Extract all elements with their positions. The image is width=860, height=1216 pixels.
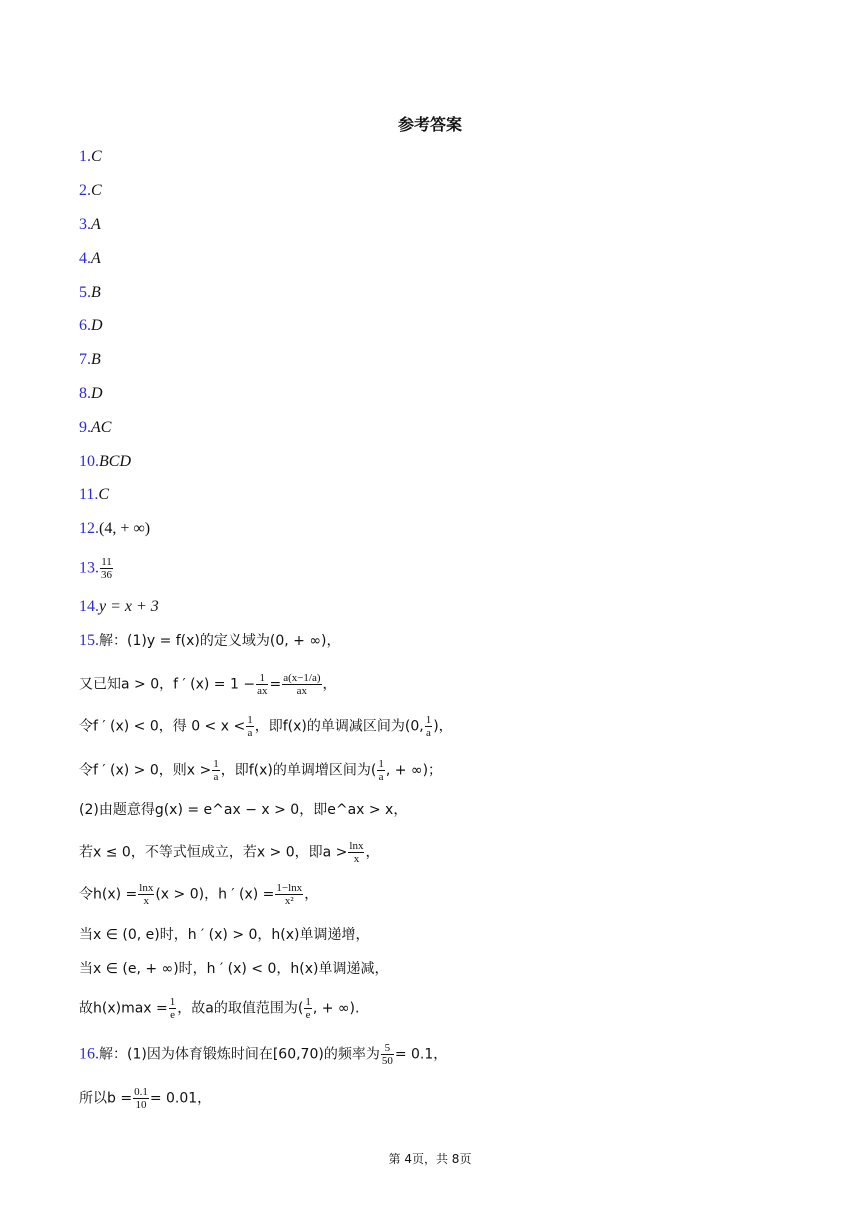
fraction bbox=[377, 758, 385, 783]
fraction bbox=[348, 840, 364, 865]
answer-number: 2. bbox=[79, 182, 91, 199]
answer-item bbox=[79, 180, 102, 201]
q15-line-3 bbox=[79, 714, 453, 739]
answer-number: 3. bbox=[79, 216, 91, 233]
answer-text: C bbox=[91, 148, 102, 165]
answer-text: AC bbox=[91, 419, 112, 436]
line-text: 所以b = bbox=[79, 1090, 133, 1107]
q15-line-2 bbox=[79, 672, 337, 697]
fraction-denominator: a bbox=[378, 771, 384, 783]
answer-item bbox=[79, 315, 103, 336]
line-text: ， bbox=[322, 676, 337, 693]
page-title: 参考答案 bbox=[397, 117, 462, 134]
fraction bbox=[425, 714, 433, 739]
line-text: 又已知a > 0，f ′ (x) = 1 − bbox=[79, 676, 256, 693]
answer-item bbox=[79, 248, 101, 269]
answer-number: 9. bbox=[79, 419, 91, 436]
q15-line-6 bbox=[79, 840, 379, 865]
answer-text: y = x + 3 bbox=[99, 598, 159, 615]
answer-item bbox=[79, 518, 150, 539]
answer-text: D bbox=[91, 317, 103, 334]
line-text: = 0.1， bbox=[394, 1046, 448, 1063]
answer-text: B bbox=[91, 284, 101, 301]
q15-line-9 bbox=[79, 958, 388, 979]
fraction-denominator: a bbox=[213, 771, 219, 783]
answer-number: 8. bbox=[79, 385, 91, 402]
fraction-denominator: a bbox=[247, 727, 253, 739]
fraction-denominator: 10 bbox=[135, 1099, 147, 1111]
line-text: ， bbox=[304, 886, 319, 903]
q16-line-2 bbox=[79, 1086, 211, 1111]
line-text: 令h(x) = bbox=[79, 886, 138, 903]
fraction-denominator: x bbox=[353, 853, 360, 865]
answer-item bbox=[79, 146, 102, 167]
answer-number: 15. bbox=[79, 632, 99, 649]
q15-line-8 bbox=[79, 924, 370, 945]
fraction-numerator: 1 bbox=[305, 996, 311, 1008]
line-text: 令f ′ (x) > 0，则x > bbox=[79, 762, 212, 779]
answer-number: 13. bbox=[79, 559, 99, 577]
line-text: ，故a的取值范围为( bbox=[177, 1000, 304, 1017]
fraction-numerator: 1 bbox=[256, 672, 268, 685]
fraction-numerator: 1 bbox=[247, 714, 253, 726]
fraction-denominator: 36 bbox=[101, 569, 112, 581]
answer-item bbox=[79, 451, 131, 472]
line-text: ，即f(x)的单调增区间为( bbox=[220, 762, 377, 779]
fraction bbox=[256, 672, 268, 697]
line-text: 解：(1)y = f(x)的定义域为(0, + ∞)， bbox=[99, 633, 341, 649]
fraction bbox=[282, 672, 321, 697]
q15-line-4 bbox=[79, 758, 442, 783]
q15-line-7 bbox=[79, 882, 318, 907]
fraction-numerator: a(x−1/a) bbox=[283, 672, 321, 684]
fraction-denominator: a bbox=[425, 727, 431, 739]
answer-text: A bbox=[91, 250, 101, 267]
line-text: = 0.01， bbox=[149, 1090, 212, 1107]
line-text: 若x ≤ 0，不等式恒成立，若x > 0，即a > bbox=[79, 844, 348, 861]
answer-text: (4, + ∞) bbox=[99, 520, 151, 537]
fraction bbox=[246, 714, 254, 739]
fraction-numerator: 1 bbox=[169, 996, 176, 1008]
answer-number: 6. bbox=[79, 317, 91, 334]
fraction bbox=[169, 996, 177, 1021]
fraction-denominator: e bbox=[305, 1009, 311, 1021]
answer-item bbox=[79, 349, 101, 370]
answer-text: A bbox=[91, 216, 101, 233]
answer-number: 11. bbox=[79, 486, 99, 503]
line-text: 解：(1)因为体育锻炼时间在[60,70)的频率为 bbox=[99, 1046, 380, 1063]
answer-text: D bbox=[91, 385, 103, 402]
fraction-numerator: 5 bbox=[381, 1042, 394, 1055]
line-text: , + ∞)； bbox=[385, 762, 443, 779]
fraction-numerator: 1 bbox=[213, 758, 219, 770]
answer-text: B bbox=[91, 351, 101, 368]
fraction-denominator: ax bbox=[296, 685, 308, 697]
fraction-numerator: 0.1 bbox=[134, 1086, 148, 1098]
answer-text: BCD bbox=[99, 453, 131, 470]
fraction-denominator: e bbox=[170, 1009, 175, 1021]
fraction-denominator: 50 bbox=[381, 1055, 393, 1067]
answer-number: 1. bbox=[79, 148, 91, 165]
line-text: ， bbox=[365, 844, 380, 861]
fraction bbox=[304, 996, 312, 1021]
fraction bbox=[138, 882, 154, 907]
fraction-numerator: lnx bbox=[349, 840, 364, 852]
answer-item bbox=[79, 417, 111, 438]
fraction-denominator: x bbox=[143, 895, 150, 907]
line-text: )， bbox=[433, 718, 453, 735]
line-text: 当x ∈ (0, e)时，h ′ (x) > 0，h(x)单调递增， bbox=[79, 927, 370, 943]
page-footer: 第 4页，共 8页 bbox=[388, 1152, 472, 1166]
q15-line-1 bbox=[79, 630, 340, 651]
fraction-numerator: 1 bbox=[378, 758, 384, 770]
answer-item bbox=[79, 282, 101, 303]
line-text: , + ∞). bbox=[312, 1000, 360, 1017]
fraction bbox=[381, 1042, 394, 1067]
answer-number: 5. bbox=[79, 284, 91, 301]
answer-item bbox=[79, 383, 103, 404]
line-text: (2)由题意得g(x) = e^ax − x > 0，即e^ax > x， bbox=[79, 802, 408, 818]
q16-line-1 bbox=[79, 1042, 447, 1067]
q15-line-10 bbox=[79, 996, 359, 1021]
line-text: (x > 0)，h ′ (x) = bbox=[155, 886, 275, 903]
answer-number: 12. bbox=[79, 520, 99, 537]
answer-item bbox=[79, 596, 159, 617]
fraction bbox=[212, 758, 220, 783]
line-text: 故h(x)max = bbox=[79, 1000, 168, 1017]
fraction-numerator: lnx bbox=[139, 882, 154, 894]
line-text: 当x ∈ (e, + ∞)时，h ′ (x) < 0，h(x)单调递减， bbox=[79, 961, 389, 977]
fraction-numerator: 11 bbox=[101, 556, 112, 568]
q15-line-5 bbox=[79, 799, 407, 820]
answer-fraction bbox=[100, 556, 113, 581]
fraction-numerator: 1 bbox=[425, 714, 432, 726]
answer-item bbox=[79, 556, 114, 581]
answer-number: 7. bbox=[79, 351, 91, 368]
fraction bbox=[275, 882, 303, 907]
answer-text: C bbox=[98, 486, 110, 503]
answer-item bbox=[79, 484, 109, 505]
line-text: = bbox=[269, 676, 282, 693]
answer-number: 16. bbox=[79, 1045, 99, 1063]
answer-number: 10. bbox=[79, 453, 99, 470]
line-text: ，即f(x)的单调减区间为(0, bbox=[254, 718, 424, 735]
fraction-numerator: 1−lnx bbox=[276, 882, 303, 894]
fraction-denominator: x² bbox=[284, 895, 294, 907]
answer-text: C bbox=[91, 182, 102, 199]
answer-item bbox=[79, 214, 101, 235]
answer-number: 4. bbox=[79, 250, 91, 267]
line-text: 令f ′ (x) < 0，得 0 < x < bbox=[79, 718, 246, 735]
answer-number: 14. bbox=[79, 598, 99, 615]
fraction bbox=[133, 1086, 149, 1111]
fraction-denominator: ax bbox=[257, 685, 268, 697]
